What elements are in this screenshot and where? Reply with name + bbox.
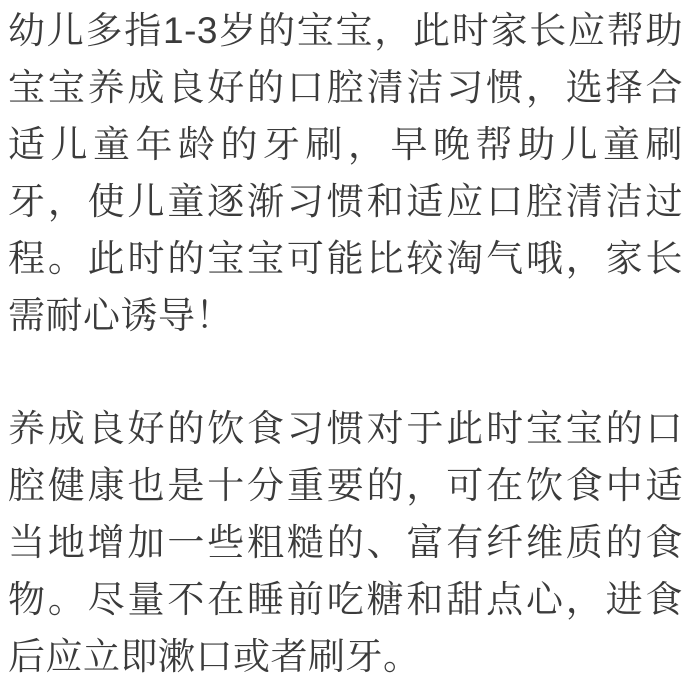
text-line: 程。此时的宝宝可能比较淘气哦，家长 [8, 238, 683, 279]
text-line: 后应立即漱口或者刷牙。 [8, 636, 421, 677]
text-line: 适儿童年龄的牙刷，早晚帮助儿童刷 [8, 124, 683, 165]
text-line: 腔健康也是十分重要的，可在饮食中适 [8, 465, 683, 506]
text-line: 宝宝养成良好的口腔清洁习惯，选择合 [8, 67, 683, 108]
text-line: 养成良好的饮食习惯对于此时宝宝的口 [8, 408, 683, 449]
paragraph [8, 2, 683, 344]
text-line: 需耐心诱导！ [8, 295, 233, 336]
article-text [8, 2, 683, 684]
text-line: 牙，使儿童逐渐习惯和适应口腔清洁过 [8, 181, 683, 222]
text-line: 幼儿多指1-3岁的宝宝，此时家长应帮助 [8, 10, 683, 51]
text-line: 物。尽量不在睡前吃糖和甜点心，进食 [8, 579, 683, 620]
paragraph [8, 400, 683, 684]
text-line: 当地增加一些粗糙的、富有纤维质的食 [8, 522, 683, 563]
